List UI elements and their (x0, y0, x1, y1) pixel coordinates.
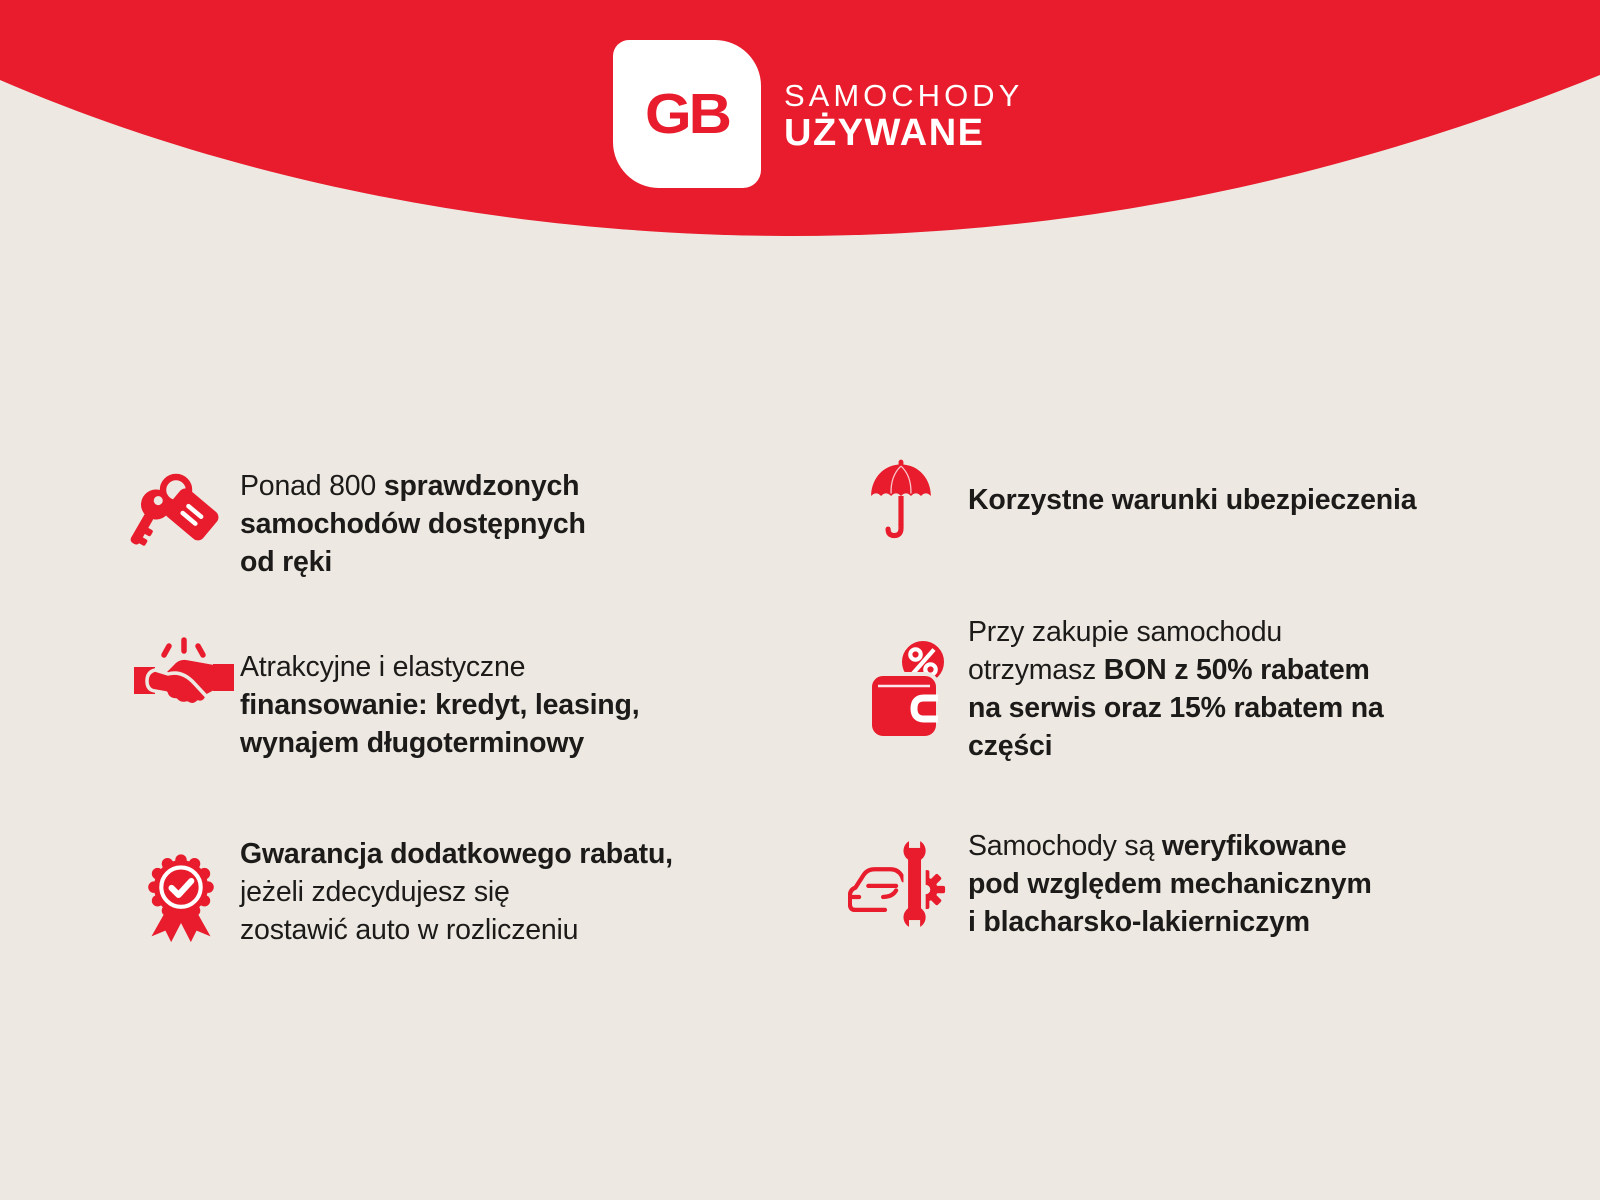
brand-line-uzywane: UŻYWANE (784, 112, 985, 154)
feature-text-segment: weryfikowane (1161, 830, 1347, 862)
gb-logo: GB (645, 81, 729, 146)
feature-text-segment: jeżeli zdecydujesz się (240, 876, 510, 908)
car-keys-tag-icon (126, 468, 222, 556)
award-badge-icon (140, 850, 222, 944)
feature-text-segment: i blacharsko-lakierniczym (968, 906, 1310, 938)
handshake-icon (134, 634, 234, 718)
feature-insurance-text (968, 481, 1416, 519)
feature-text-segment: od ręki (240, 546, 333, 578)
gb-logo-card (613, 40, 761, 188)
brand-line-samochody: SAMOCHODY (784, 78, 1024, 113)
feature-text-segment: na serwis oraz 15% rabatem na (968, 692, 1384, 724)
wallet-discount-icon (866, 636, 954, 742)
brand-wordmark (784, 80, 1023, 153)
feature-text-segment: sprawdzonych (383, 470, 580, 502)
feature-guarantee-text (240, 835, 673, 949)
feature-text-segment: Samochody są (968, 830, 1162, 862)
feature-availability-text (240, 467, 586, 581)
feature-text-segment: części (968, 730, 1053, 762)
feature-text-segment: pod względem mechanicznym (968, 868, 1372, 900)
feature-text-segment: samochodów dostępnych (240, 508, 586, 540)
feature-financing-text (240, 648, 639, 762)
feature-text-segment: Korzystne warunki ubezpieczenia (968, 484, 1417, 516)
feature-text-segment: BON z 50% rabatem (1103, 654, 1370, 686)
feature-voucher-text (968, 613, 1384, 765)
car-service-icon (848, 836, 946, 932)
feature-text-segment: wynajem długoterminowy (240, 727, 584, 759)
feature-text-segment: Gwarancja dodatkowego rabatu, (240, 838, 673, 870)
feature-verification-text (968, 827, 1372, 941)
feature-text-segment: Ponad 800 (240, 470, 384, 502)
feature-text-segment: Atrakcyjne i elastyczne (240, 651, 526, 683)
feature-text-segment: zostawić auto w rozliczeniu (240, 914, 579, 946)
feature-text-segment: Przy zakupie samochodu (968, 616, 1283, 648)
feature-text-segment: finansowanie: kredyt, leasing, (240, 689, 640, 721)
feature-text-segment: otrzymasz (968, 654, 1104, 686)
umbrella-icon (868, 458, 934, 542)
